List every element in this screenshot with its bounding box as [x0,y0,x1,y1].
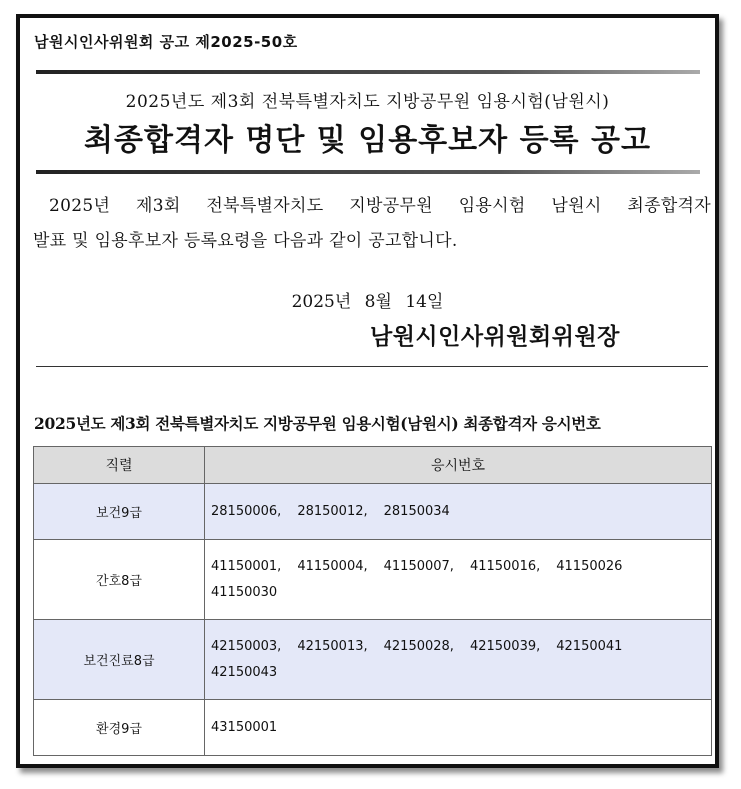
notice-frame [16,14,719,768]
divider [36,366,708,367]
applicant-number: 41150026 [556,558,623,574]
applicant-number: 41150030 [211,584,278,600]
job-cell: 보건9급 [34,484,205,540]
title-rule [36,170,700,174]
applicant-number: 43150001 [211,719,278,735]
applicant-number: 41150004, [297,558,368,574]
applicant-number: 41150001, [211,558,282,574]
applicant-number: 42150003, [211,638,282,654]
body-line-1: 2025년 제3회 전북특별자치도 지방공무원 임용시험 남원시 최종합격자 [49,196,711,216]
notice-body [33,189,711,259]
applicant-number: 28150034 [383,503,450,519]
notice-date: 2025년 8월 14일 [291,292,444,312]
numbers-line [211,499,705,525]
table-row [34,540,712,620]
numbers-line [211,634,705,660]
applicant-number: 28150006, [211,503,282,519]
numbers-line [211,715,705,741]
table-title: 2025년도 제3회 전북특별자치도 지방공무원 임용시험(남원시) 최종합격자 응시번호 [34,414,601,433]
signer: 남원시인사위원회위원장 [370,324,620,350]
results-table [33,446,712,756]
applicant-number: 42150043 [211,664,278,680]
numbers-cell [205,620,712,700]
notice-subtitle: 2025년도 제3회 전북특별자치도 지방공무원 임용시험(남원시) [125,92,610,112]
applicant-number: 42150041 [556,638,623,654]
applicant-number: 28150012, [297,503,368,519]
job-cell: 간호8급 [34,540,205,620]
applicant-number: 42150039, [469,638,541,654]
applicant-number: 41150016, [469,558,541,574]
numbers-line [211,660,705,686]
numbers-line [211,554,705,580]
numbers-cell [205,484,712,540]
numbers-cell [205,700,712,756]
numbers-cell [205,540,712,620]
table-row [34,620,712,700]
table-row [34,484,712,540]
body-line-2: 발표 및 임용후보자 등록요령을 다음과 같이 공고합니다. [33,231,458,251]
numbers-line [211,580,705,606]
table-row [34,700,712,756]
applicant-number: 42150028, [383,638,454,654]
top-rule [36,70,700,74]
header-job: 직렬 [34,447,205,484]
job-cell: 환경9급 [34,700,205,756]
applicant-number: 42150013, [297,638,368,654]
notice-title: 최종합격자 명단 및 임용후보자 등록 공고 [84,123,651,158]
applicant-number: 41150007, [383,558,454,574]
header-numbers: 응시번호 [205,447,712,484]
notice-number: 남원시인사위원회 공고 제2025-50호 [34,33,298,51]
table-header-row [34,447,712,484]
job-cell: 보건진료8급 [34,620,205,700]
